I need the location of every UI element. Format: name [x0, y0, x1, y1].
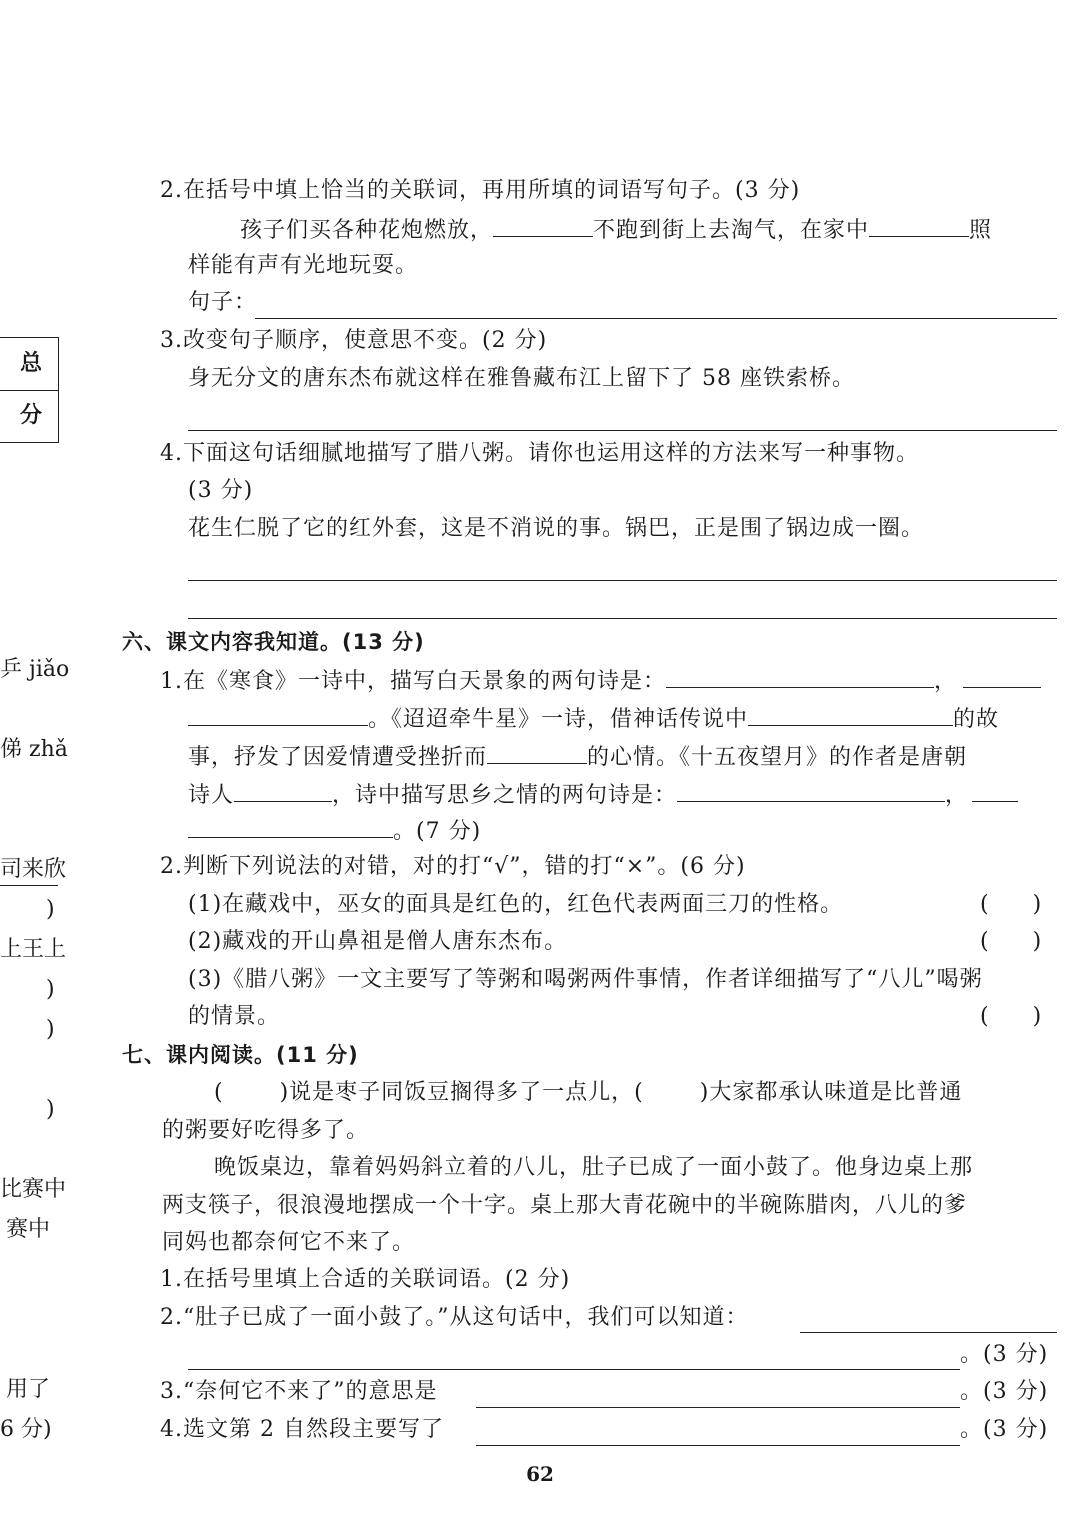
s7-passage-line3: 晚饭桌边，靠着妈妈斜立着的八儿，肚子已成了一面小鼓了。他身边桌上那 [214, 1155, 974, 1180]
left-fragment: 比赛中 [0, 1177, 67, 1202]
s6-q1-blank-3[interactable] [748, 703, 953, 726]
s5-q4-answer-line-1[interactable] [188, 580, 1057, 581]
s7-q4: 4.选文第 2 自然段主要写了 [160, 1417, 444, 1442]
s7-q4-answer-line[interactable] [476, 1445, 960, 1446]
s5-q4-score: (3 分) [188, 478, 254, 503]
left-fragment: 6 分) [0, 1417, 52, 1442]
s6-q1-l3-text-b: 的心情。《十五夜望月》的作者是唐朝 [587, 745, 968, 770]
s5-q2-text-d: 样能有声有光地玩耍。 [188, 253, 419, 278]
s7-q3: 3.“奈何它不来了”的意思是 [160, 1379, 438, 1404]
s5-q2-prompt: 2.在括号中填上恰当的关联词，再用所填的词语写句子。(3 分) [160, 178, 801, 203]
s6-q1-blank-7b[interactable] [188, 815, 393, 838]
s7-passage-text-b: )说是枣子同饭豆搁得多了一点儿，( [279, 1080, 644, 1105]
s5-q4-text: 花生仁脱了它的红外套，这是不消说的事。锅巴，正是围了锅边成一圈。 [188, 516, 925, 541]
s6-q2-item-2: (2)藏戏的开山鼻祖是僧人唐东杰布。 [188, 929, 568, 954]
s7-passage-line5: 同妈也都奈何它不来了。 [162, 1230, 416, 1255]
s6-title: 六、课文内容我知道。(13 分) [122, 630, 425, 654]
s5-q2-blank-2[interactable] [869, 214, 969, 237]
s6-q1-blank-7a[interactable] [972, 779, 1018, 802]
s5-q2-answer-line[interactable] [255, 318, 1057, 319]
s6-q1-blank-4[interactable] [487, 741, 587, 764]
s7-q3-score: 。(3 分) [960, 1379, 1049, 1404]
s6-q1-blank-6[interactable] [677, 779, 945, 802]
s6-q1-blank-1[interactable] [666, 665, 934, 688]
s6-q1-line2 [188, 703, 999, 735]
s6-q1-line3 [188, 741, 967, 773]
s7-q2-score: 。(3 分) [960, 1342, 1049, 1367]
s6-q1-comma: ， [934, 669, 958, 694]
s6-q2-item-3-cont: 的情景。 [188, 1004, 281, 1029]
s6-q1-l5-end: 。(7 分) [393, 819, 482, 844]
s6-q2-item-3: (3)《腊八粥》一文主要写了等粥和喝粥两件事情，作者详细描写了“八儿”喝粥 [188, 967, 983, 992]
s6-q2-answer-paren-2[interactable]: ( ) [980, 929, 1042, 954]
s6-q2-answer-paren-1[interactable]: ( ) [980, 892, 1042, 917]
s7-q2-answer-line-1[interactable] [800, 1332, 1057, 1333]
s6-q1-comma-2: ， [945, 783, 969, 808]
left-fragment: 乒 jiǎo [0, 657, 70, 682]
s7-passage-line1 [214, 1078, 962, 1108]
s5-q2-sentence-label: 句子： [188, 290, 258, 315]
s6-q1-blank-5[interactable] [234, 779, 332, 802]
s5-q2-text-b: 不跑到街上去淘气，在家中 [593, 218, 870, 243]
s6-q2-prompt: 2.判断下列说法的对错，对的打“√”，错的打“×”。(6 分) [160, 854, 746, 879]
s7-q2-answer-line-2[interactable] [188, 1369, 960, 1370]
s5-q2-text-c: 照 [969, 218, 993, 243]
score-box-label: 总分 [0, 338, 58, 391]
s6-q1-l2-text-b: 的故 [953, 707, 1000, 732]
s6-q2-answer-paren-3[interactable]: ( ) [980, 1004, 1042, 1029]
s6-q1-line1 [160, 665, 1041, 697]
s6-q2-item-1: (1)在藏戏中，巫女的面具是红色的，红色代表两面三刀的性格。 [188, 892, 844, 917]
s7-passage-line4: 两支筷子，很浪漫地摆成一个十字。桌上那大青花碗中的半碗陈腊肉，八儿的爹 [162, 1193, 968, 1218]
s6-q1-blank-2b[interactable] [188, 703, 368, 726]
left-fragment: 俤 zhǎ [0, 737, 68, 762]
s7-title: 七、课内阅读。(11 分) [122, 1043, 359, 1067]
s7-open-paren-1: ( [214, 1080, 224, 1105]
page-number: 62 [526, 1462, 554, 1486]
s7-q2: 2.“肚子已成了一面小鼓了。”从这句话中，我们可以知道： [160, 1305, 749, 1330]
s6-q1-blank-2a[interactable] [963, 665, 1041, 688]
score-box [0, 337, 59, 443]
s5-q4-prompt: 4.下面这句话细腻地描写了腊八粥。请你也运用这样的方法来写一种事物。 [160, 441, 919, 466]
s6-q1-l1-text: 1.在《寒食》一诗中，描写白天景象的两句诗是： [160, 669, 666, 694]
left-fragment: ) [46, 977, 55, 1002]
s7-q4-score: 。(3 分) [960, 1417, 1049, 1442]
s6-q1-l3-text-a: 事，抒发了因爱情遭受挫折而 [188, 745, 488, 770]
s6-q1-l4-text-a: 诗人 [188, 783, 235, 808]
s7-passage-text-c: )大家都承认味道是比普通 [699, 1080, 963, 1105]
s5-q2-blank-1[interactable] [493, 214, 593, 237]
left-fragment: ) [46, 1097, 55, 1122]
left-fragment: 用了 [6, 1377, 51, 1402]
left-fragment: 上王上 [0, 937, 67, 962]
s5-q2-text-line1 [240, 214, 992, 246]
left-fragment: 赛中 [6, 1217, 51, 1242]
s7-passage-line2: 的粥要好吃得多了。 [162, 1118, 370, 1143]
s6-q1-line5 [188, 815, 481, 847]
s6-q1-l2-text-a: 。《迢迢牵牛星》一诗，借神话传说中 [368, 707, 749, 732]
s7-q1: 1.在括号里填上合适的关联词语。(2 分) [160, 1267, 571, 1292]
s6-q1-l4-text-b: ，诗中描写思乡之情的两句诗是： [332, 783, 678, 808]
s5-q2-text-a: 孩子们买各种花炮燃放， [240, 218, 494, 243]
s7-q3-answer-line[interactable] [476, 1407, 960, 1408]
left-fragment: 司来欣 [0, 855, 58, 886]
left-fragment: ) [46, 897, 55, 922]
s6-q1-line4 [188, 779, 1018, 811]
s5-q3-answer-line[interactable] [188, 430, 1057, 431]
s5-q3-prompt: 3.改变句子顺序，使意思不变。(2 分) [160, 328, 548, 353]
left-fragment: ) [46, 1017, 55, 1042]
s5-q3-text: 身无分文的唐东杰布就这样在雅鲁藏布江上留下了 58 座铁索桥。 [188, 366, 855, 391]
s5-q4-answer-line-2[interactable] [188, 618, 1057, 619]
